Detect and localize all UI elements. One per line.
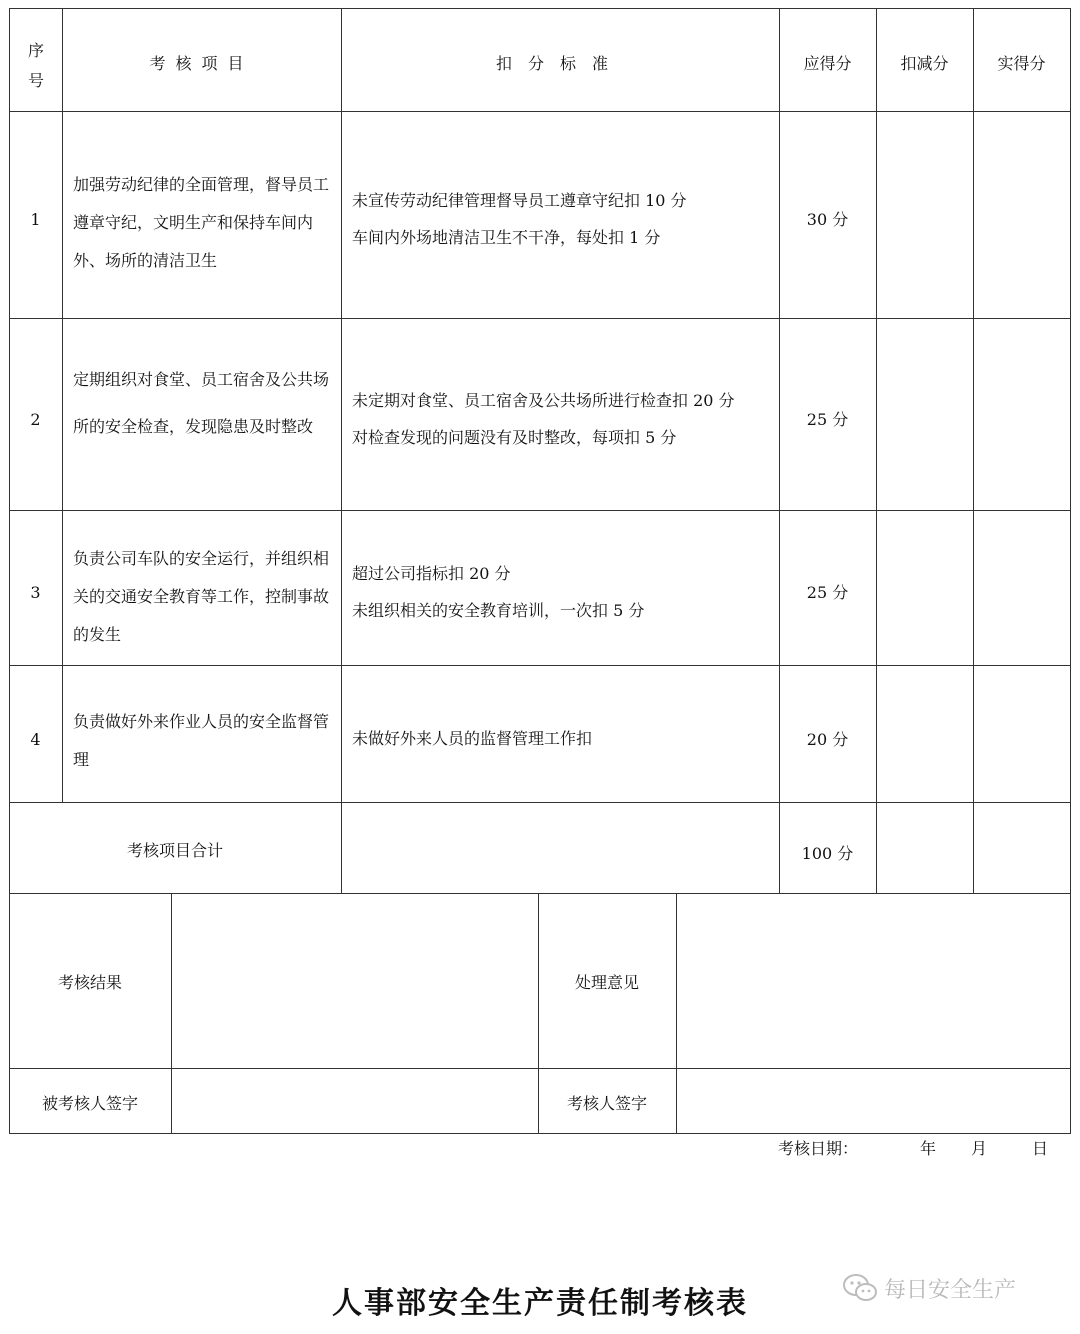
page-title: 人事部安全生产责任制考核表 (332, 1286, 748, 1321)
total-label: 考核项目合计 (126, 841, 223, 860)
opinion-label: 处理意见 (574, 973, 639, 992)
row-2-index: 2 (30, 410, 41, 429)
row-4-item: 负责做好外来作业人员的安全监督管理 (73, 712, 330, 769)
watermark (842, 1270, 1016, 1306)
opinion-field[interactable] (677, 894, 1070, 1068)
row-1-index: 1 (30, 210, 41, 229)
assessor-signature-field[interactable] (677, 1069, 1070, 1133)
row-4-due-score: 20 分 (806, 730, 849, 749)
assessor-signature-label: 考核人签字 (566, 1094, 647, 1113)
header-item: 考核项目 (149, 54, 254, 73)
date-label: 考核日期： (778, 1139, 859, 1158)
assessee-signature-field[interactable] (172, 1069, 538, 1133)
watermark-text: 每日安全生产 (884, 1277, 1017, 1303)
total-due-score: 100 分 (801, 844, 854, 863)
result-field[interactable] (172, 894, 538, 1068)
row-3-standard-line-1: 超过公司指标扣 20 分 (352, 564, 511, 583)
header-actual-score: 实得分 (997, 54, 1046, 73)
row-4-standard-line-1: 未做好外来人员的监督管理工作扣 (352, 729, 593, 748)
row-2-due-score: 25 分 (806, 410, 849, 429)
row-2-standard-line-1: 未定期对食堂、员工宿舍及公共场所进行检查扣 20 分 (352, 391, 735, 410)
row-2-standard-line-2: 对检查发现的问题没有及时整改，每项扣 5 分 (352, 428, 677, 447)
row-3-standard-line-2: 未组织相关的安全教育培训，一次扣 5 分 (352, 601, 645, 620)
date-month: 月 (971, 1139, 988, 1158)
row-3-due-score: 25 分 (806, 583, 849, 602)
header-due-score: 应得分 (803, 54, 852, 73)
row-3-item: 负责公司车队的安全运行，并组织相关的交通安全教育等工作，控制事故的发生 (73, 549, 330, 644)
assessee-signature-label: 被考核人签字 (41, 1094, 138, 1113)
date-year: 年 (920, 1139, 937, 1158)
row-1-due-score: 30 分 (806, 210, 849, 229)
row-1-standard-line-2: 车间内外场地清洁卫生不干净，每处扣 1 分 (352, 228, 661, 247)
wechat-icon (842, 1273, 878, 1303)
header-standard: 扣分标准 (495, 54, 624, 73)
header-index: 序号 (27, 41, 44, 90)
row-4-index: 4 (30, 730, 41, 749)
date-day: 日 (1032, 1139, 1049, 1158)
header-deduct-score: 扣减分 (900, 54, 949, 73)
row-2-item: 定期组织对食堂、员工宿舍及公共场所的安全检查，发现隐患及时整改 (73, 370, 330, 436)
row-3-index: 3 (30, 583, 41, 602)
result-label: 考核结果 (57, 973, 122, 992)
row-1-standard-line-1: 未宣传劳动纪律管理督导员工遵章守纪扣 10 分 (352, 191, 687, 210)
row-1-item: 加强劳动纪律的全面管理，督导员工遵章守纪，文明生产和保持车间内外、场所的清洁卫生 (73, 175, 330, 270)
